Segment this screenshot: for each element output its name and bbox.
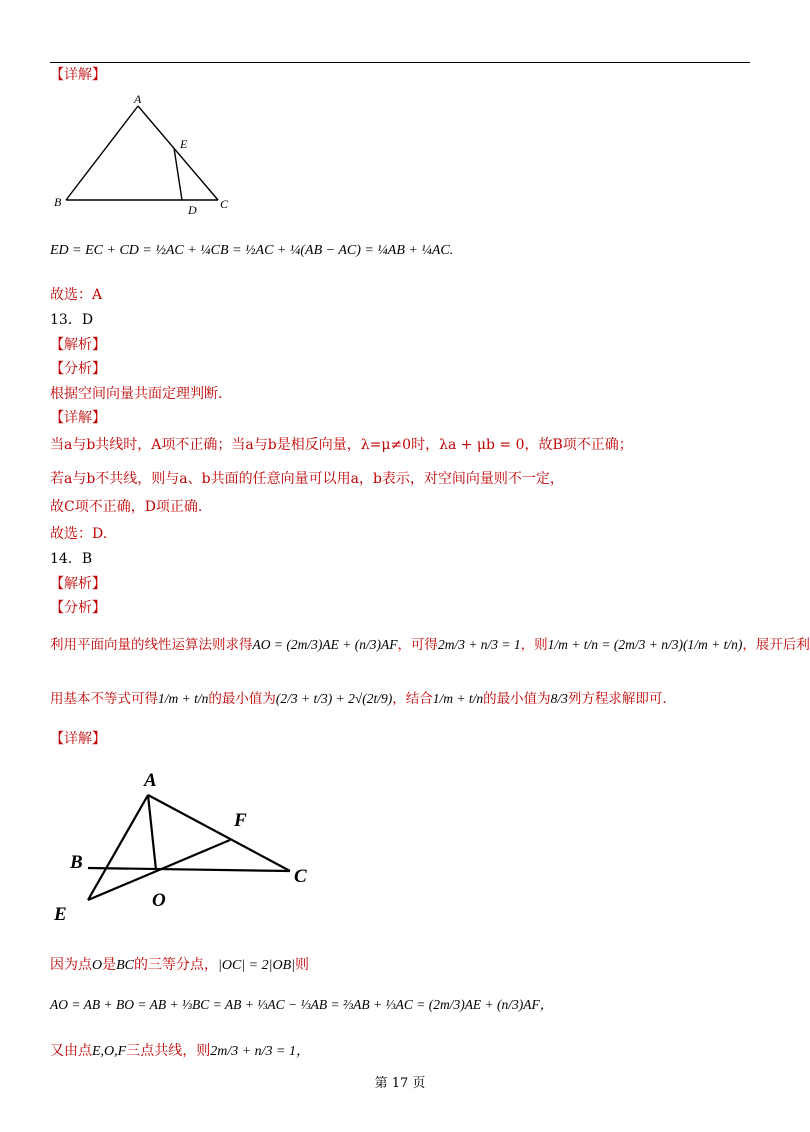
detail-14-collinear-eq: 2m/3 + n/3 = 1， (210, 1044, 311, 1059)
analysis-14-min-expr: (2/3 + t/3) + 2√(2t/9) (275, 691, 393, 706)
triangle-figure-1 (50, 90, 250, 220)
fig1-label-b: B (54, 195, 62, 209)
detail-14-text-a: 因为点 (50, 957, 92, 973)
triangle-figure-2 (40, 760, 340, 930)
analysis-14-text2-e: ，结合 (392, 691, 433, 707)
analysis-14-text-e: ，则 (520, 637, 548, 653)
detail-14-text-c: 是 (102, 957, 117, 973)
analysis-14-line2 (50, 690, 667, 708)
analysis-14-text-g: ，展开后利 (742, 637, 810, 653)
detail-14-text-g: 则 (294, 957, 309, 973)
detail-14-text3-c: 三点共线，则 (126, 1043, 211, 1059)
fig2-label-f: F (234, 810, 247, 831)
detail-13-line2: 若a与b不共线，则与a、b共面的任意向量可以用a，b表示，对空间向量则不一定， (50, 471, 564, 487)
analysis-14-text-a: 利用平面向量的线性运算法则求得 (50, 637, 253, 653)
page-number: 第 17 页 (374, 1076, 426, 1091)
detail-14-points-eof: E,O,F (92, 1044, 127, 1059)
detail-14-line1 (50, 956, 309, 975)
tag-detail-13: 【详解】 (50, 410, 106, 426)
tag-jiexi-14: 【解析】 (50, 576, 106, 592)
analysis-14-text-c: ，可得 (397, 637, 438, 653)
header-rule (50, 62, 750, 63)
fig2-label-a: A (144, 770, 157, 791)
analysis-14-text2-a: 用基本不等式可得 (50, 691, 158, 707)
fig1-label-e: E (180, 137, 188, 151)
answer-12: 故选：A (50, 287, 103, 303)
fig1-label-d: D (188, 203, 197, 217)
fig2-label-e: E (54, 904, 67, 925)
tag-jiexi-13: 【解析】 (50, 337, 106, 353)
analysis-14-min-value: 8/3 (550, 691, 568, 706)
fig1-label-c: C (220, 197, 229, 211)
vector-equation-ed: ED = EC + CD = ½AC + ¼CB = ½AC + ¼(AB − AC) = ¼AB + ¼AC. (50, 243, 454, 258)
answer-13: 故选：D. (50, 526, 108, 542)
tag-detail: 【详解】 (50, 67, 106, 83)
detail-14-text-e: 的三等分点， (134, 957, 219, 973)
detail-14-text3-a: 又由点 (50, 1043, 92, 1059)
detail-14-segment-bc: BC (116, 958, 135, 973)
analysis-14-ao-expr: AO = (2m/3)AE + (n/3)AF (252, 637, 398, 652)
detail-13-line3: 故C项不正确，D项正确. (50, 499, 203, 515)
detail-14-point-o: O (92, 958, 103, 973)
analysis-13: 根据空间向量共面定理判断. (50, 386, 223, 402)
analysis-14-text2-g: 的最小值为 (483, 691, 551, 707)
fig2-label-b: B (70, 852, 83, 873)
tag-fenxi-14: 【分析】 (50, 600, 106, 616)
detail-14-ratio: |OC| = 2|OB| (218, 958, 295, 973)
question-13-number: 13．D (50, 312, 94, 328)
detail-13-line1: 当a与b共线时，A项不正确；当a与b是相反向量，λ=μ≠0时，λa + μb = 0，故B项不正确； (50, 437, 633, 453)
detail-14-line2: AO = AB + BO = AB + ⅓BC = AB + ⅓AC − ⅓AB = ⅔AB + ⅓AC = (2m/3)AE + (n/3)AF， (50, 997, 554, 1012)
detail-14-line3 (50, 1042, 310, 1061)
tag-detail-14: 【详解】 (50, 731, 106, 747)
fig2-label-c: C (294, 866, 307, 887)
analysis-14-sum: 1/m + t/n (158, 691, 209, 706)
fig2-label-o: O (152, 890, 166, 911)
tag-fenxi-13: 【分析】 (50, 361, 106, 377)
analysis-14-text2-i: 列方程求解即可. (567, 691, 667, 707)
fig1-label-a: A (134, 92, 142, 106)
analysis-14-text2-c: 的最小值为 (208, 691, 276, 707)
analysis-14-product: 1/m + t/n = (2m/3 + n/3)(1/m + t/n) (547, 637, 743, 652)
analysis-14-sum-2: 1/m + t/n (432, 691, 484, 706)
analysis-14-line1 (50, 636, 810, 654)
question-14-number: 14．B (50, 551, 93, 567)
analysis-14-constraint: 2m/3 + n/3 = 1 (437, 637, 521, 652)
